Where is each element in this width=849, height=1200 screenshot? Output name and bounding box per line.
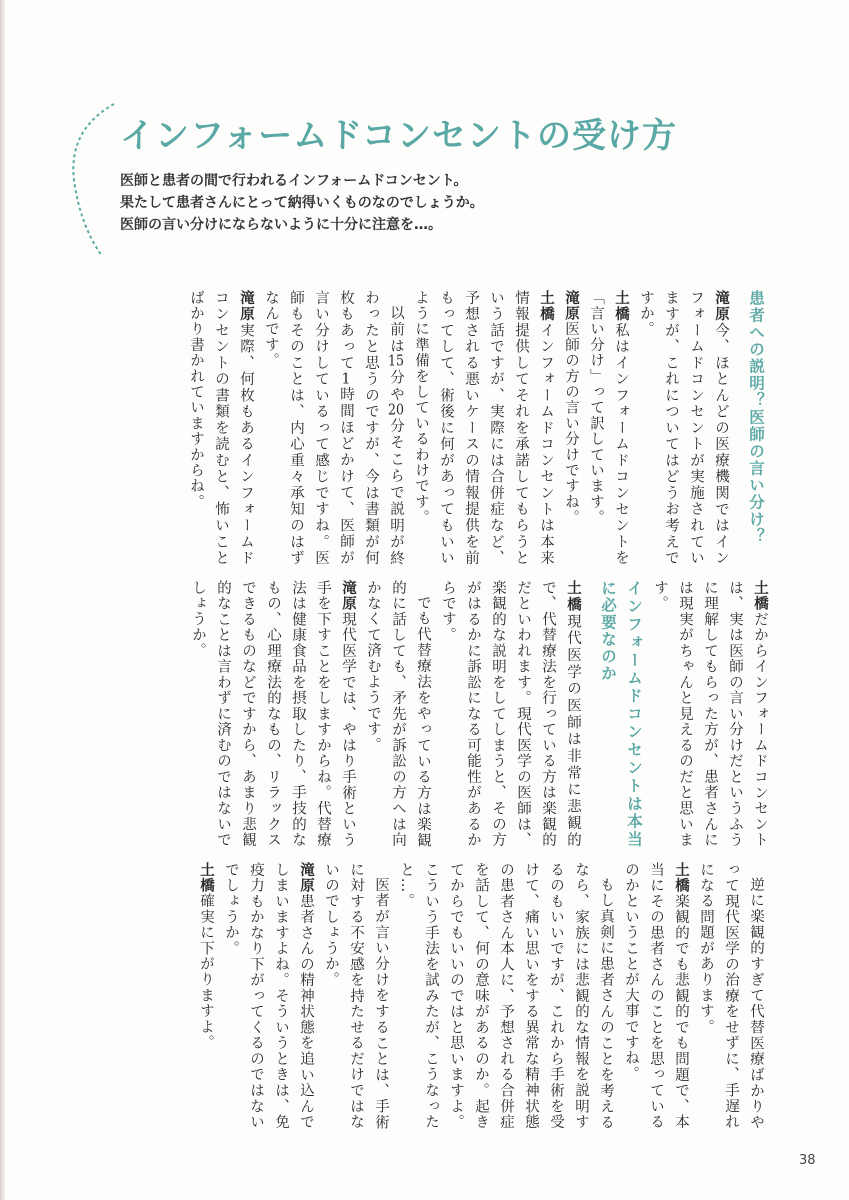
dialogue-paragraph [633, 290, 733, 566]
dialogue-paragraph [618, 862, 693, 1130]
dialogue-paragraph [393, 862, 618, 1130]
page-spine [0, 0, 5, 1200]
column-tier-bottom [78, 862, 768, 1130]
number-15: 15 [388, 354, 404, 369]
dialogue-text: 時間ほどかけて、医師が言い分けしているって感じですね。医師もそのことは、内心重々承知のはずなんです。 [263, 290, 354, 566]
speaker-label: 土橋 [198, 862, 214, 894]
speaker-label: 滝原 [713, 290, 729, 323]
dialogue-paragraph [183, 290, 258, 566]
lead-text [120, 170, 484, 236]
column-tier-middle [78, 580, 772, 848]
column-tier-top [90, 290, 769, 566]
dialogue-text: 楽観的でも悲観的でも問題で、本当にその患者さんのことを思っているのかということが大事ですね。 [623, 862, 689, 1131]
speaker-label: 土橋 [673, 862, 689, 894]
dialogue-text: 確実に下がりますよ。 [198, 893, 214, 1051]
dialogue-text: 以前は [388, 304, 404, 355]
lead-line: 医師の言い分けにならないように十分に注意を…。 [120, 217, 442, 233]
speaker-label: 滝原 [340, 580, 356, 612]
dialogue-paragraph [558, 290, 583, 566]
dialogue-paragraph [193, 862, 218, 1130]
number-20: 20 [388, 402, 404, 418]
speaker-label: 土橋 [538, 290, 554, 323]
title-accent-arc [62, 100, 122, 260]
dialogue-text: 今、ほとんどの医療機関ではインフォームドコンセントが実施されていますが、これについてはどうお考えですか。 [638, 290, 729, 567]
dialogue-text: 逆に楽観的すぎて代替医療ばかりやって現代医学の治療をせずに、手遅れになる問題があります。 [698, 862, 764, 1130]
dialogue-paragraph [583, 290, 633, 566]
section-heading: インフォームドコンセントは本当に必要なのか [599, 580, 643, 848]
dialogue-text: もし真剣に患者さんのことを考えるなら、家族には悲観的な情報を説明するのもいいですが、これから手術を受けて、痛い思いをする異常な精神状態の患者さん本人に、予想される合併症を話して、何の意味があるのか。起きてからでもいいのではと思いますよ。こういう手法を試みたが、こうなったと…。 [398, 862, 614, 1130]
page-title: インフォームドコンセントの受け方 [120, 116, 677, 156]
dialogue-paragraph [360, 580, 435, 848]
dialogue-text: 現代医学では、やはり手術という手を下すことをしますからね。代替療法は健康食品を摂取したり、手技的なもの、心理療法的なもの、リラックスできるものなどですから、あまり悲観的なことは言わずに済むのではないでしょうか。 [190, 580, 356, 849]
dialogue-text: 医者が言い分けをすることは、手術に対する不安感を持たせるだけではないのでしょうか。 [323, 862, 389, 1130]
article-body-2 [185, 580, 772, 848]
dialogue-paragraph [218, 862, 318, 1130]
number-1: 1 [341, 371, 351, 387]
page-number: 38 [799, 1153, 816, 1168]
dialogue-paragraph [647, 580, 772, 848]
article-body-1 [183, 290, 769, 566]
article-body-3 [193, 862, 768, 1130]
speaker-label: 滝原 [298, 862, 314, 894]
dialogue-text: 私はインフォームドコンセントを「言い分け」って訳しています。 [588, 290, 629, 567]
dialogue-paragraph [408, 290, 558, 566]
speaker-label: 土橋 [752, 580, 768, 612]
speaker-label: 滝原 [563, 290, 579, 322]
lead-line: 医師と患者の間で行われるインフォームドコンセント。 [120, 173, 468, 189]
dialogue-paragraph [185, 580, 360, 848]
speaker-label: 土橋 [613, 290, 629, 323]
dialogue-paragraph [693, 862, 768, 1130]
dialogue-paragraph [318, 862, 393, 1130]
speaker-label: 土橋 [565, 580, 581, 614]
dialogue-text: でも代替療法をやっている方は楽観的に話しても、矛先が訴訟の方へは向かなくて済むようです。 [365, 580, 431, 848]
speaker-label: 滝原 [238, 290, 254, 323]
dialogue-text: インフォームドコンセントは本来情報提供してそれを承諾してもらうという話ですが、実際には合併症など、予想される悪いケースの情報提供を前もってして、術後に何があってもいいように準備をしているわけです。 [413, 290, 554, 567]
dialogue-text: 実際、何枚もあるインフォームドコンセントの書類を読むと、怖いことばかり書かれていますからね。 [188, 290, 254, 567]
section-heading: 患者への説明？医師の言い分け？ [747, 290, 765, 545]
dialogue-paragraph [435, 580, 585, 848]
dialogue-paragraph [258, 290, 408, 566]
lead-line: 果たして患者さんにとって納得いくものなのでしょうか。 [120, 195, 484, 211]
dialogue-text: 分や [388, 369, 404, 403]
dialogue-text: 医師の方の言い分けですね。 [563, 321, 579, 526]
dialogue-text: 分そこらで説明が終わったと思うのですが、今は書類が何枚もあって [338, 290, 404, 566]
dialogue-text: 患者さんの精神状態を追い込んでしまいますよね。そういうときは、免疫力もかなり下がってくるのではないでしょうか。 [223, 862, 314, 1131]
dialogue-text: 現代医学の医師は非常に悲観的で、代替療法を行っている方は楽観的だといわれます。現代医学の医師は、楽観的な説明をしてしまうと、その方がはるかに訴訟になる可能性があるからです。 [440, 580, 581, 848]
dialogue-text: だからインフォームドコンセントは、実は医師の言い分けだというふうに理解してもらった方が、患者さんには現実がちゃんと見えるのだと思います。 [652, 580, 768, 849]
